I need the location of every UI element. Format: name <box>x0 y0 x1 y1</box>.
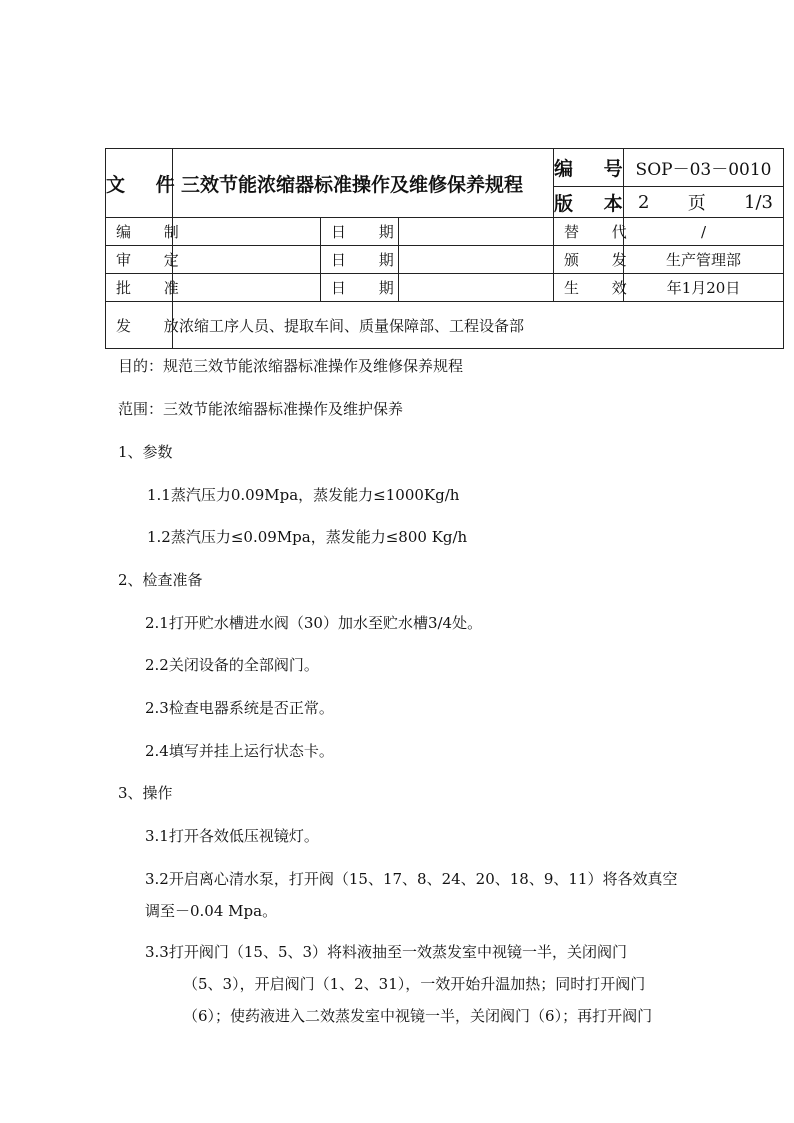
document-title: 三效节能浓缩器标准操作及维修保养规程 <box>173 149 554 218</box>
issued-label: 颁 发 <box>554 246 624 274</box>
section-3-3-line-2: （5、3），开启阀门（1、2、31），一效开始升温加热；同时打开阀门 <box>183 975 646 993</box>
prepared-date-value <box>399 218 554 246</box>
section-1-1: 1.1蒸汽压力0.09Mpa，蒸发能力≤1000Kg/h <box>147 486 460 504</box>
version-value: 2 <box>638 191 650 213</box>
effective-label: 生 效 <box>554 274 624 302</box>
reviewed-date-value <box>399 246 554 274</box>
reviewed-label: 审 定 <box>106 246 173 274</box>
page-value: 1/3 <box>744 191 773 213</box>
prepared-value <box>173 218 321 246</box>
number-value: SOP－03－0010 <box>624 149 784 187</box>
effective-value: 年1月20日 <box>624 274 784 302</box>
section-3-1: 3.1打开各效低压视镜灯。 <box>145 827 319 845</box>
section-3-3-line-3: （6）；使药液进入二效蒸发室中视镜一半，关闭阀门（6）；再打开阀门 <box>183 1007 653 1025</box>
section-3-2-line-2: 调至－0.04 Mpa。 <box>145 902 278 920</box>
section-3-heading: 3、操作 <box>118 784 173 802</box>
reviewed-value <box>173 246 321 274</box>
section-3-3-line-1: 3.3打开阀门（15、5、3）将料液抽至一效蒸发室中视镜一半，关闭阀门 <box>145 943 628 961</box>
replace-label: 替 代 <box>554 218 624 246</box>
file-label: 文 件 <box>106 149 173 218</box>
prepared-label: 编 制 <box>106 218 173 246</box>
section-3-2-line-1: 3.2开启离心清水泵，打开阀（15、17、8、24、20、18、9、11）将各效真空 <box>145 870 678 888</box>
issued-value: 生产管理部 <box>624 246 784 274</box>
approved-value <box>173 274 321 302</box>
page-label: 页 <box>687 193 706 214</box>
distribute-label: 发 放 <box>106 302 173 349</box>
approved-label: 批 准 <box>106 274 173 302</box>
section-1-2: 1.2蒸汽压力≤0.09Mpa，蒸发能力≤800 Kg/h <box>147 528 468 546</box>
section-1-heading: 1、参数 <box>118 443 173 461</box>
prepared-date-label: 日 期 <box>321 218 399 246</box>
document-header-table <box>105 148 784 349</box>
approved-date-label: 日 期 <box>321 274 399 302</box>
section-2-3: 2.3检查电器系统是否正常。 <box>145 699 334 717</box>
section-2-heading: 2、检查准备 <box>118 571 203 589</box>
section-2-2: 2.2关闭设备的全部阀门。 <box>145 656 319 674</box>
purpose-text: 目的：规范三效节能浓缩器标准操作及维修保养规程 <box>118 357 464 375</box>
replace-value: / <box>624 218 784 246</box>
scope-text: 范围：三效节能浓缩器标准操作及维护保养 <box>118 400 404 418</box>
section-2-1: 2.1打开贮水槽进水阀（30）加水至贮水槽3/4处。 <box>145 614 483 632</box>
approved-date-value <box>399 274 554 302</box>
reviewed-date-label: 日 期 <box>321 246 399 274</box>
number-label: 编 号 <box>554 149 624 187</box>
section-2-4: 2.4填写并挂上运行状态卡。 <box>145 742 334 760</box>
distribute-value: 浓缩工序人员、提取车间、质量保障部、工程设备部 <box>173 302 784 349</box>
version-page-cell <box>624 187 784 218</box>
version-label: 版 本 <box>554 187 624 218</box>
